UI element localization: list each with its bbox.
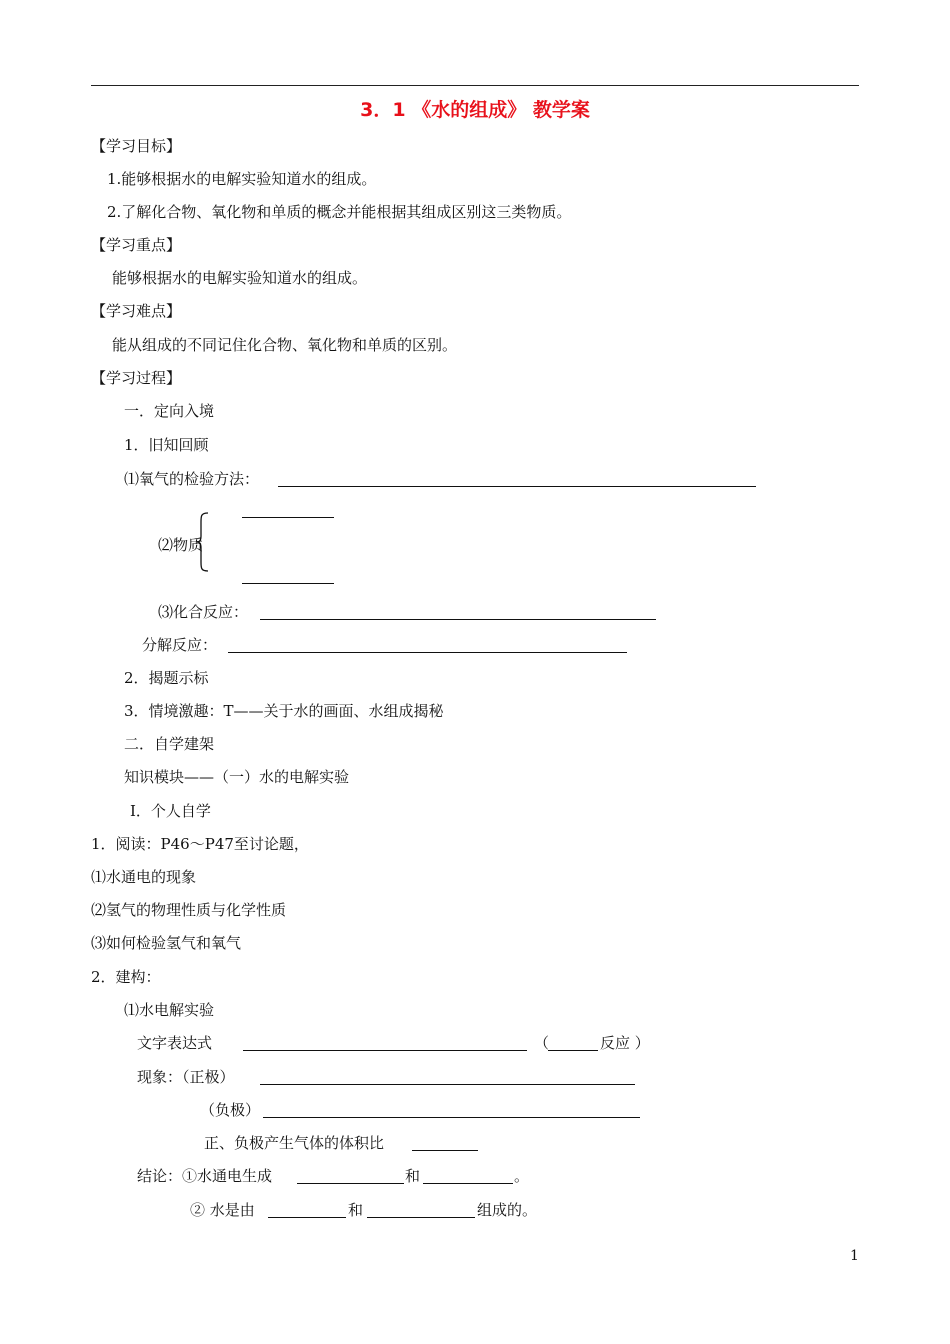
phenomenon-negative-blank — [263, 1117, 640, 1118]
combination-blank — [260, 619, 656, 620]
objective-item-2: 2.了解化合物、氧化物和单质的概念并能根据其组成区别这三类物质。 — [107, 203, 572, 221]
conclusion-1-end: 。 — [514, 1167, 530, 1185]
conclusion-2-and: 和 — [348, 1201, 364, 1219]
phenomenon-positive-blank — [260, 1084, 635, 1085]
substance-blank-1 — [242, 517, 334, 518]
conclusion-2-blank-b — [367, 1217, 475, 1218]
self-study-heading: Ⅰ．个人自学 — [130, 802, 211, 820]
module-heading: 知识模块——（一）水的电解实验 — [124, 768, 350, 786]
read-item-1: ⑴水通电的现象 — [91, 868, 197, 886]
oxygen-test-label: ⑴氧气的检验方法： — [124, 470, 260, 488]
review-heading: 1．旧知回顾 — [124, 436, 209, 454]
conclusion-2-blank-a — [268, 1217, 346, 1218]
reaction-type-blank — [548, 1050, 598, 1051]
volume-ratio-blank — [412, 1150, 478, 1151]
decomposition-label: 分解反应： — [142, 636, 218, 654]
conclusion-1-and: 和 — [405, 1167, 421, 1185]
page-title: 3．1 《水的组成》 教学案 — [360, 99, 590, 121]
expression-blank — [243, 1050, 527, 1051]
difficulties-text: 能从组成的不同记住化合物、氧化物和单质的区别。 — [112, 336, 458, 354]
expression-label: 文字表达式 — [137, 1034, 213, 1052]
decomposition-blank — [228, 652, 627, 653]
conclusion-1-label: 结论：①水通电生成 — [137, 1167, 273, 1185]
header-rule — [91, 85, 859, 86]
phenomenon-negative-label: （负极） — [200, 1101, 261, 1119]
reaction-open-paren: （ — [534, 1034, 550, 1052]
conclusion-1-blank-b — [423, 1183, 513, 1184]
combination-label: ⑶化合反应： — [158, 603, 249, 621]
volume-ratio-label: 正、负极产生气体的体积比 — [204, 1134, 385, 1152]
key-points-heading: 【学习重点】 — [91, 236, 182, 254]
substance-blank-2 — [242, 583, 334, 584]
reaction-suffix: 反应 ） — [600, 1034, 650, 1052]
reading-text: 1．阅读：P46～P47至讨论题， — [91, 835, 309, 853]
key-points-text: 能够根据水的电解实验知道水的组成。 — [112, 269, 368, 287]
page-number: 1 — [850, 1248, 859, 1264]
difficulties-heading: 【学习难点】 — [91, 302, 182, 320]
read-item-2: ⑵氢气的物理性质与化学性质 — [91, 901, 287, 919]
read-item-3: ⑶如何检验氢气和氧气 — [91, 934, 242, 952]
substance-label: ⑵物质 — [158, 536, 204, 554]
oxygen-test-blank — [278, 486, 756, 487]
experiment-heading: ⑴水电解实验 — [124, 1001, 215, 1019]
process-heading: 【学习过程】 — [91, 369, 182, 387]
situation-text: 3．情境激趣：T——关于水的画面、水组成揭秘 — [124, 702, 444, 720]
objective-item-1: 1.能够根据水的电解实验知道水的组成。 — [107, 170, 377, 188]
section-1-heading: 一．定向入境 — [124, 402, 215, 420]
conclusion-1-blank-a — [297, 1183, 404, 1184]
conclusion-2-end: 组成的。 — [477, 1201, 538, 1219]
build-heading: 2．建构： — [91, 968, 161, 986]
reveal-heading: 2．揭题示标 — [124, 669, 209, 687]
objectives-heading: 【学习目标】 — [91, 137, 182, 155]
phenomenon-positive-label: 现象：（正极） — [137, 1068, 235, 1086]
conclusion-2-label: ② 水是由 — [190, 1201, 255, 1219]
section-2-heading: 二．自学建架 — [124, 735, 215, 753]
